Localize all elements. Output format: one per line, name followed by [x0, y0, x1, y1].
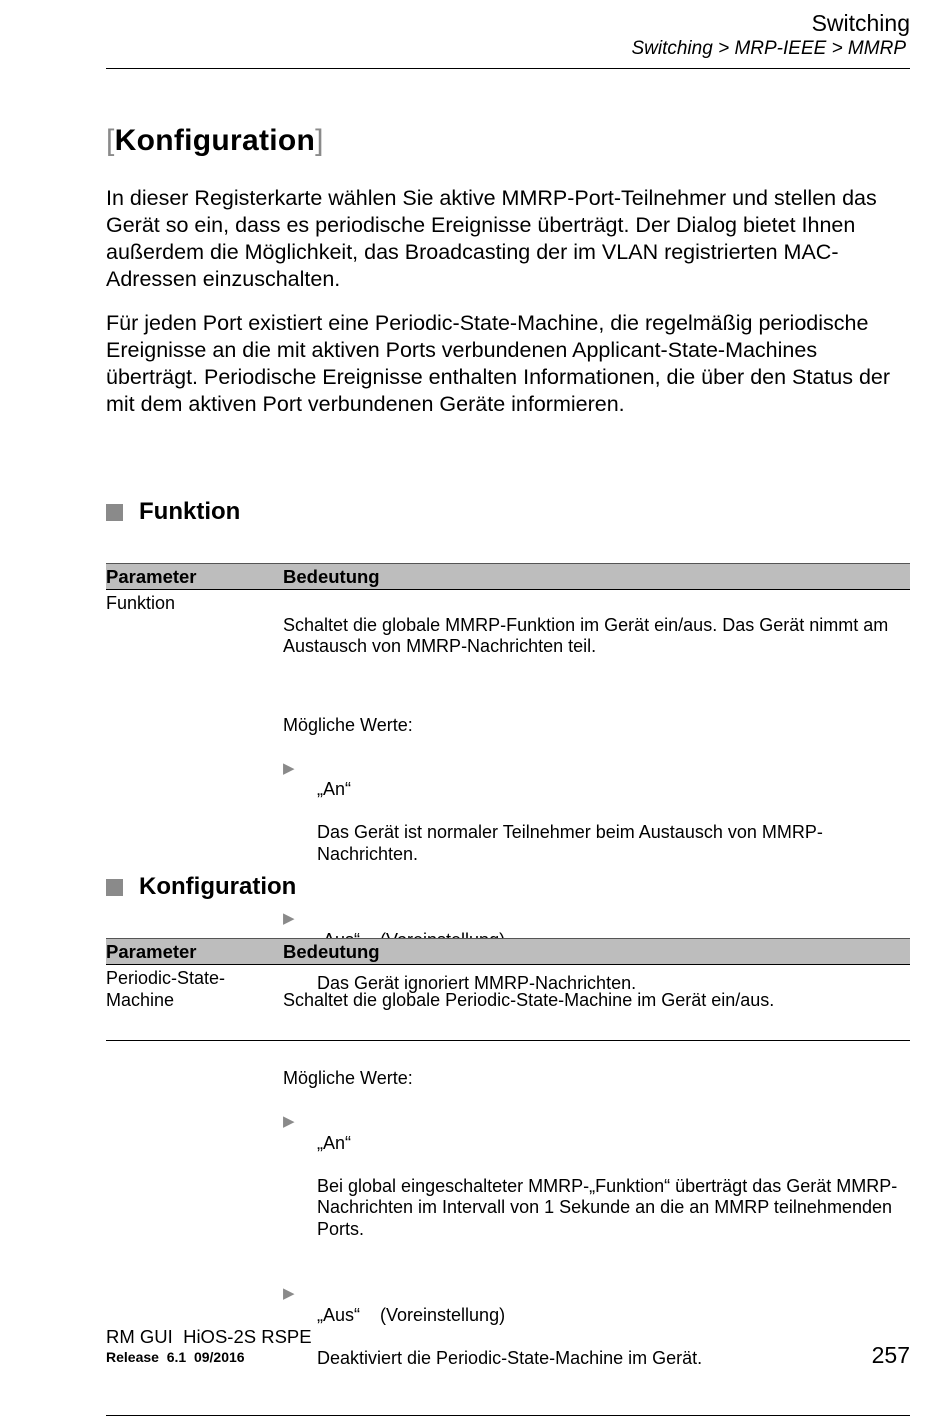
- bullet-triangle-icon: ▶: [283, 1113, 295, 1130]
- option-text: Das Gerät ignoriert MMRP-Nachrichten.: [317, 972, 637, 993]
- table-header: [106, 938, 910, 965]
- bullet-triangle-icon: ▶: [283, 910, 295, 927]
- option-text: Deaktiviert die Periodic-State-Machine im Gerät.: [317, 1347, 703, 1368]
- param-name: Periodic-State- Machine: [106, 968, 226, 1010]
- param-description: Schaltet die globale Periodic-State-Machine im Gerät ein/aus.: [283, 989, 775, 1010]
- column-header-parameter: Parameter: [106, 566, 197, 587]
- section-heading-funktion: Funktion: [106, 498, 240, 526]
- option-value: „An“: [317, 779, 352, 799]
- header-chapter: Switching: [811, 10, 910, 36]
- header-rule: [106, 68, 910, 69]
- column-header-parameter: Parameter: [106, 941, 197, 962]
- param-name: Funktion: [106, 593, 176, 613]
- title-text: Konfiguration: [114, 124, 316, 157]
- section-square-icon: [106, 879, 123, 896]
- param-meaning: [283, 968, 910, 1412]
- possible-values-label: Mögliche Werte:: [283, 714, 413, 735]
- option-text: Bei global eingeschalteter MMRP-„Funktion“ überträgt das Gerät MMRP-Nachrichten im Intervall von 1 Sekunde an die an MMRP teilnehmenden Ports.: [317, 1175, 898, 1239]
- title-bracket-close: ]: [315, 124, 324, 157]
- option-text: Das Gerät ist normaler Teilnehmer beim Austausch von MMRP-Nachrichten.: [317, 822, 823, 864]
- section-heading-konfiguration: Konfiguration: [106, 873, 296, 901]
- section-square-icon: [106, 504, 123, 521]
- column-header-meaning: Bedeutung: [283, 941, 380, 962]
- intro-paragraph-2: Für jeden Port existiert eine Periodic-State-Machine, die regelmäßig periodische Ereignisse an die mit aktiven Ports verbundenen Applicant-State-Machines überträgt. Periodische Ereignisse enthalten Informationen, die über den Status der mit dem aktiven Port verbundenen Geräte informieren.: [106, 311, 891, 416]
- table-header: [106, 563, 910, 590]
- page-title: [106, 124, 324, 158]
- possible-values-label: Mögliche Werte:: [283, 1068, 413, 1088]
- bullet-triangle-icon: ▶: [283, 1285, 295, 1302]
- bullet-triangle-icon: ▶: [283, 759, 295, 777]
- option-value: „Aus“ (Voreinstellung): [317, 1304, 506, 1325]
- option-item: [283, 1111, 910, 1262]
- footer-document-name: RM GUI HiOS-2S RSPE: [106, 1326, 312, 1347]
- param-description: Schaltet die globale MMRP-Funktion im Gerät ein/aus. Das Gerät nimmt am Austausch von MMRP-Nachrichten teil.: [283, 614, 889, 656]
- column-header-meaning: Bedeutung: [283, 566, 380, 587]
- header-breadcrumb: Switching > MRP-IEEE > MMRP: [631, 38, 906, 59]
- title-bracket-open: [: [106, 124, 115, 157]
- option-value: „An“: [317, 1132, 352, 1153]
- intro-paragraph-1: In dieser Registerkarte wählen Sie aktive MMRP-Port-Teilnehmer und stellen das Gerät so ein, dass es periodische Ereignisse überträgt. Der Dialog bietet Ihnen außerdem die Möglichkeit, das Broadcasting der im VLAN registrierten MAC-Adressen einzuschalten.: [106, 186, 877, 291]
- option-item: [283, 758, 910, 887]
- page-number: 257: [871, 1342, 910, 1368]
- option-item: [283, 1283, 910, 1391]
- footer-release: Release 6.1 09/2016: [106, 1349, 245, 1365]
